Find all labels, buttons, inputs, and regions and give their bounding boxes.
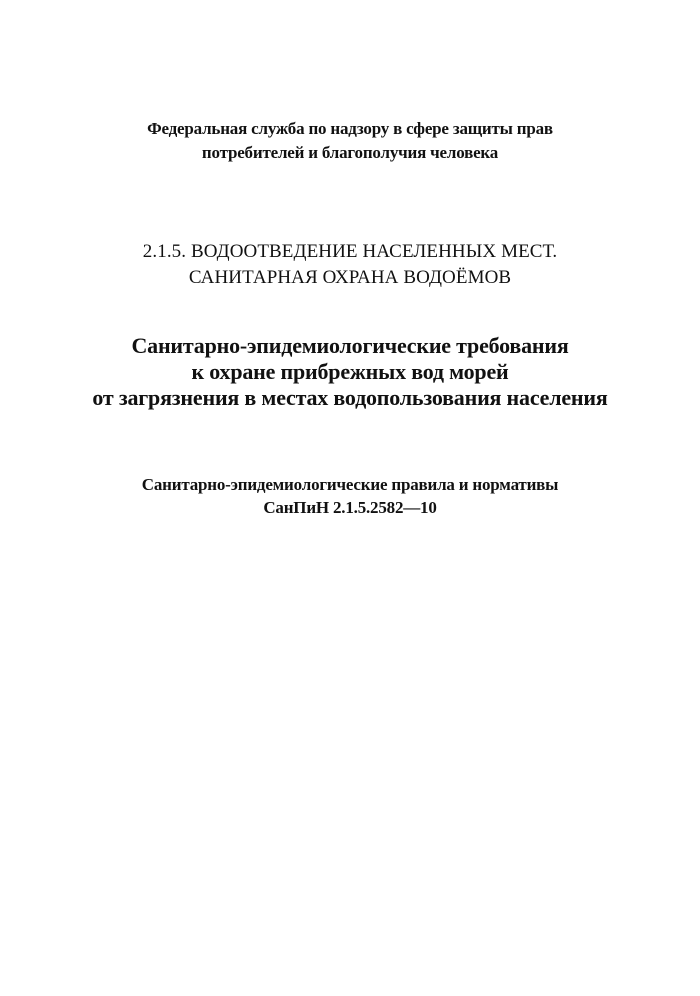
section-heading-line-1: 2.1.5. ВОДООТВЕДЕНИЕ НАСЕЛЕННЫХ МЕСТ. [142, 241, 558, 262]
rules-designation-line-1: Санитарно-эпидемиологические правила и нормативы [141, 475, 559, 494]
agency-name-line-2: потребителей и благополучия человека [201, 143, 499, 162]
document-title-line-3: от загрязнения в местах водопользования населения [92, 385, 608, 410]
section-heading-line-2: САНИТАРНАЯ ОХРАНА ВОДОЁМОВ [188, 267, 512, 288]
agency-name [0, 117, 700, 165]
document-title-line-1: Санитарно-эпидемиологические требования [131, 333, 569, 358]
document-title-line-2: к охране прибрежных вод морей [191, 359, 509, 384]
rules-designation-line-2: СанПиН 2.1.5.2582—10 [263, 498, 437, 517]
document-title [0, 333, 700, 411]
rules-designation [0, 473, 700, 519]
section-heading [0, 239, 700, 291]
agency-name-line-1: Федеральная служба по надзору в сфере защиты прав [147, 119, 553, 138]
